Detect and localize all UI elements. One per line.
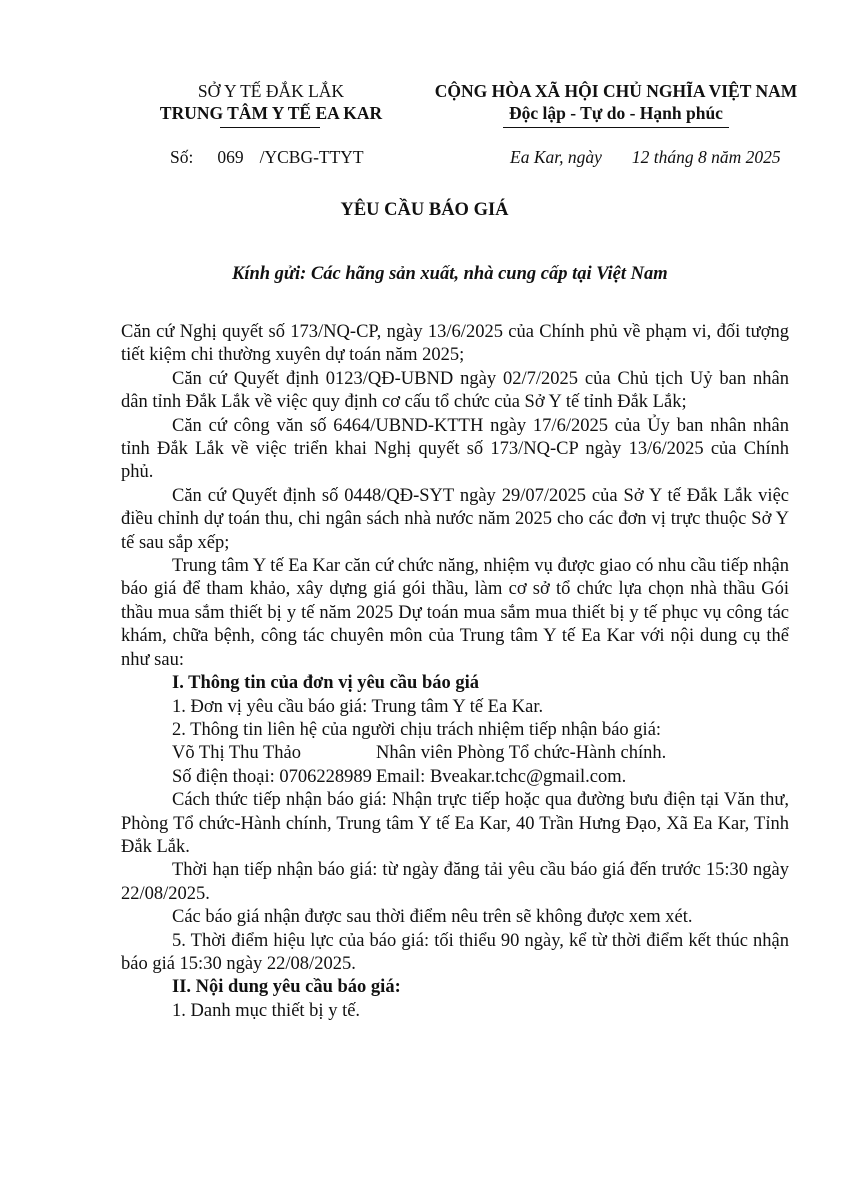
paragraph: Căn cứ công văn số 6464/UBND-KTTH ngày 17/6/2025 của Ủy ban nhân nhân tỉnh Đắk Lắk về việc triển khai Nghị quyết số 173/NQ-CP ngày 13/6/2025 của Chính phủ.	[121, 415, 789, 483]
contact-email: Email: Bveakar.tchc@gmail.com.	[376, 766, 627, 787]
section1-heading: I. Thông tin của đơn vị yêu cầu báo giá	[172, 673, 480, 694]
document-body	[121, 321, 789, 1023]
number-suffix: /YCBG-TTYT	[259, 147, 364, 167]
number-label: Số:	[170, 147, 194, 167]
contact-row-phone	[121, 766, 789, 789]
agency-name: SỞ Y TẾ ĐẮK LẮK	[197, 81, 345, 101]
section1-item1: 1. Đơn vị yêu cầu báo giá: Trung tâm Y tế Ea Kar.	[172, 696, 544, 717]
paragraph: Căn cứ Quyết định số 0448/QĐ-SYT ngày 29/07/2025 của Sở Y tế Đắk Lắk việc điều chỉnh dự toán thu, chi ngân sách nhà nước năm 2025 cho các đơn vị trực thuộc Sở Y tế sau sắp xếp;	[121, 485, 789, 553]
contact-row-name	[121, 742, 789, 765]
section2-heading: II. Nội dung yêu cầu báo giá:	[172, 977, 401, 998]
document-number	[170, 146, 364, 168]
number-value: 069	[217, 147, 244, 167]
unit-underline	[220, 127, 320, 128]
late-note: Các báo giá nhận được sau thời điểm nêu trên sẽ không được xem xét.	[172, 907, 693, 928]
unit-name: TRUNG TÂM Y TẾ EA KAR	[159, 103, 383, 123]
contact-name: Võ Thị Thu Thảo	[172, 743, 301, 764]
section2-item1: 1. Danh mục thiết bị y tế.	[172, 1000, 361, 1021]
document-title: YÊU CẦU BÁO GIÁ	[340, 200, 509, 220]
deadline: Thời hạn tiếp nhận báo giá: từ ngày đăng tải yêu cầu báo giá đến trước 15:30 ngày 22/08/2025.	[121, 860, 789, 904]
recipient-line: Kính gửi: Các hãng sản xuất, nhà cung cấp tại Việt Nam	[232, 264, 668, 284]
section1-item2: 2. Thông tin liên hệ của người chịu trách nhiệm tiếp nhận báo giá:	[172, 719, 662, 740]
country-name: CỘNG HÒA XÃ HỘI CHỦ NGHĨA VIỆT NAM	[434, 81, 798, 101]
place-date-prefix: Ea Kar, ngày	[510, 147, 602, 167]
contact-role: Nhân viên Phòng Tổ chức-Hành chính.	[376, 743, 667, 764]
motto-underline	[503, 127, 729, 128]
paragraph: Trung tâm Y tế Ea Kar căn cứ chức năng, nhiệm vụ được giao có nhu cầu tiếp nhận báo giá để tham khảo, xây dựng giá gói thầu, làm cơ sở tổ chức lựa chọn nhà thầu Gói thầu mua sắm thiết bị y tế năm 2025 Dự toán mua sắm mua thiết bị y tế phục vụ công tác khám, chữa bệnh, công tác chuyên môn của Trung tâm Y tế Ea Kar với nội dung cụ thể như sau:	[121, 556, 789, 670]
paragraph: Căn cứ Nghị quyết số 173/NQ-CP, ngày 13/6/2025 của Chính phủ về phạm vi, đối tượng tiết kiệm chi thường xuyên dự toán năm 2025;	[121, 322, 789, 366]
motto: Độc lập - Tự do - Hạnh phúc	[509, 103, 723, 123]
place-date	[510, 146, 781, 168]
contact-phone: Số điện thoại: 0706228989	[172, 766, 372, 787]
validity: 5. Thời điểm hiệu lực của báo giá: tối thiểu 90 ngày, kể từ thời điểm kết thúc nhận báo giá 15:30 ngày 22/08/2025.	[121, 930, 789, 974]
date-value: 12 tháng 8 năm 2025	[631, 147, 781, 167]
paragraph: Căn cứ Quyết định 0123/QĐ-UBND ngày 02/7/2025 của Chủ tịch Uỷ ban nhân dân tỉnh Đắk Lắk về việc quy định cơ cấu tổ chức của Sở Y tế tỉnh Đắk Lắk;	[121, 368, 789, 413]
receive-method: Cách thức tiếp nhận báo giá: Nhận trực tiếp hoặc qua đường bưu điện tại Văn thư, Phòng Tổ chức-Hành chính, Trung tâm Y tế Ea Kar, 40 Trần Hưng Đạo, Xã Ea Kar, Tỉnh Đắk Lắk.	[121, 790, 789, 857]
